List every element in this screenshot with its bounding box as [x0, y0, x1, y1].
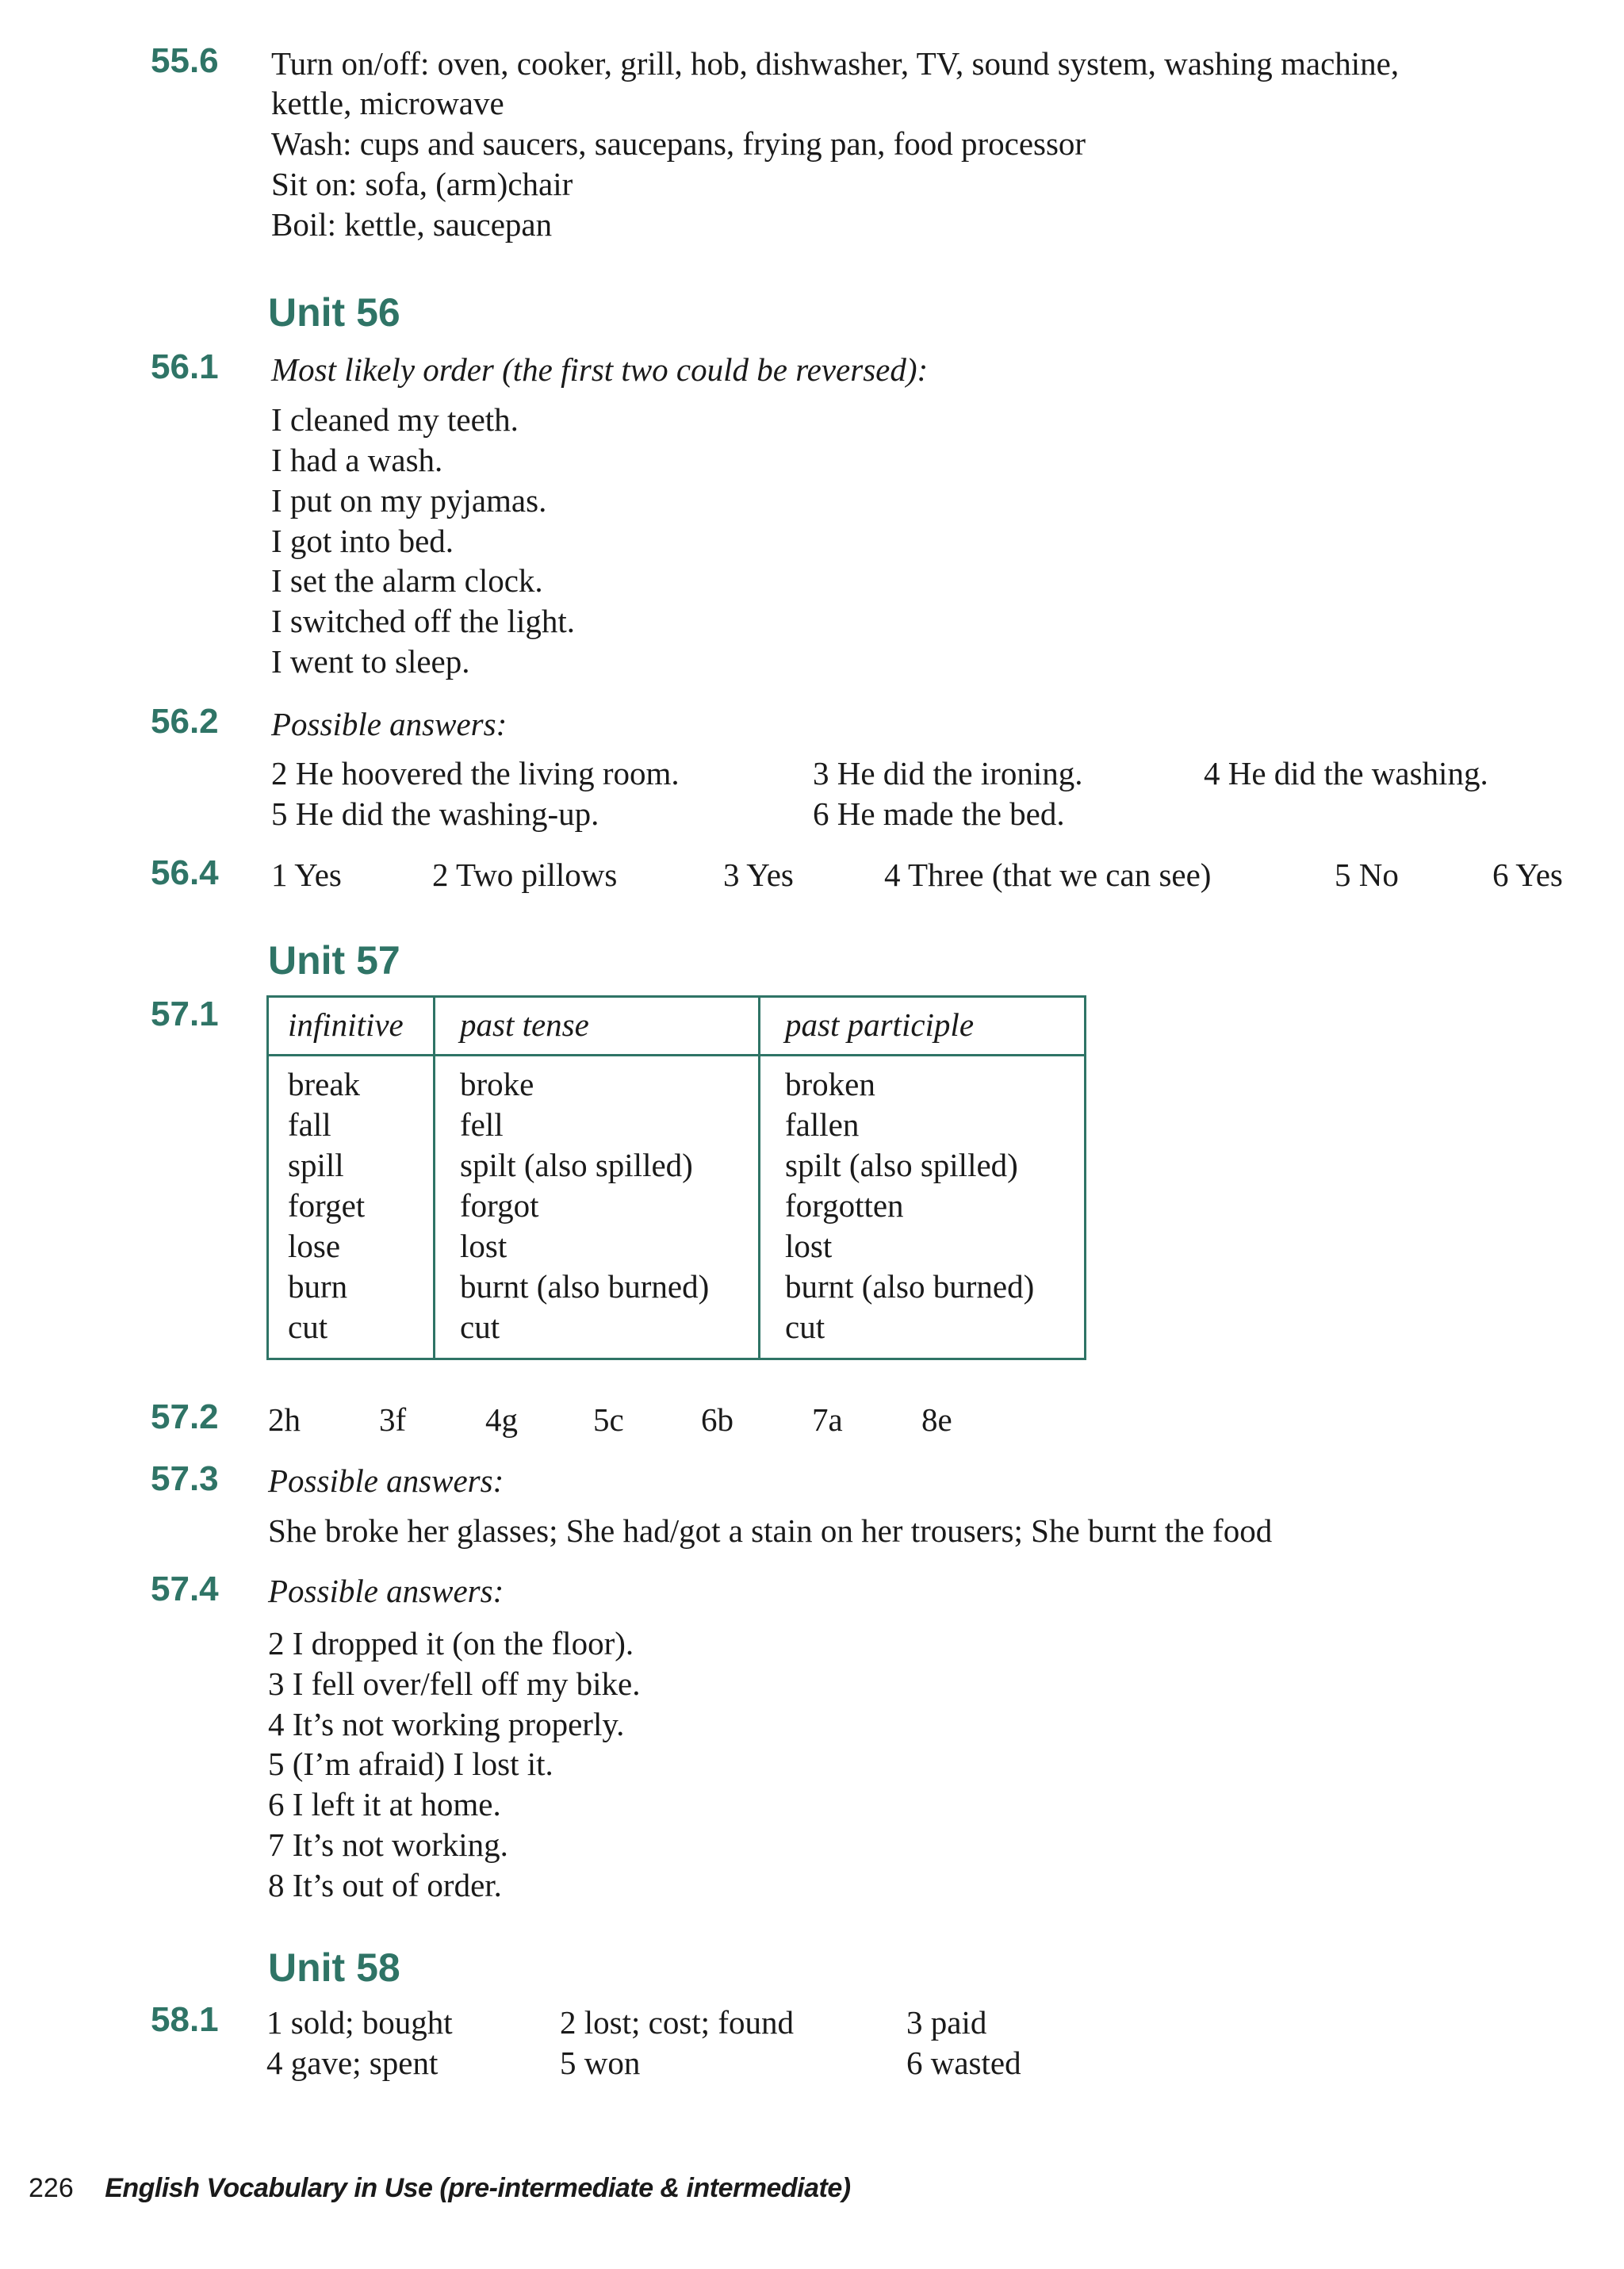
- table-cell: lose: [288, 1228, 341, 1264]
- verb-table: [266, 995, 1086, 1360]
- column-divider: [433, 998, 435, 1358]
- section-number-56-4: 56.4: [151, 853, 219, 892]
- section-number-57-2: 57.2: [151, 1397, 219, 1436]
- answer-item: 2 He hoovered the living room.: [271, 755, 680, 791]
- answer-item: 2h: [268, 1401, 301, 1438]
- answer-item: 4 Three (that we can see): [884, 857, 1212, 893]
- table-cell: forgot: [460, 1187, 539, 1224]
- answer-line: She broke her glasses; She had/got a stain on her trousers; She burnt the food: [268, 1512, 1273, 1549]
- section-number-56-1: 56.1: [151, 347, 219, 386]
- answer-line: I went to sleep.: [271, 643, 470, 680]
- section-number-58-1: 58.1: [151, 2000, 219, 2039]
- answer-item: 4 gave; spent: [266, 2045, 439, 2081]
- answer-item: 3 Yes: [723, 857, 794, 893]
- table-cell: cut: [460, 1309, 500, 1345]
- table-cell: burnt (also burned): [785, 1268, 1035, 1305]
- table-cell: broken: [785, 1066, 875, 1102]
- table-cell: forget: [288, 1187, 366, 1224]
- answer-item: 8e: [921, 1401, 952, 1438]
- table-cell: spilt (also spilled): [785, 1147, 1018, 1183]
- section-intro: Possible answers:: [268, 1462, 504, 1499]
- section-number-55-6: 55.6: [151, 41, 219, 80]
- section-number-56-2: 56.2: [151, 702, 219, 741]
- table-cell: break: [288, 1066, 361, 1102]
- answer-line: I set the alarm clock.: [271, 562, 543, 599]
- answer-line: 4 It’s not working properly.: [268, 1706, 625, 1742]
- answer-item: 5c: [593, 1401, 624, 1438]
- unit-heading-58: Unit 58: [268, 1945, 400, 1990]
- header-divider: [269, 1054, 1084, 1056]
- table-header-past-participle: past participle: [785, 1006, 975, 1043]
- section-number-57-1: 57.1: [151, 995, 219, 1033]
- unit-heading-57: Unit 57: [268, 938, 400, 983]
- answer-line: 3 I fell over/fell off my bike.: [268, 1665, 641, 1702]
- infinitive-column: [288, 1064, 365, 1347]
- table-cell: spilt (also spilled): [460, 1147, 693, 1183]
- answer-line: 5 (I’m afraid) I lost it.: [268, 1746, 553, 1782]
- table-cell: fell: [460, 1106, 504, 1143]
- answer-item: 6 Yes: [1492, 857, 1563, 893]
- answer-line: Sit on: sofa, (arm)chair: [271, 166, 573, 202]
- answer-item: 3f: [379, 1401, 407, 1438]
- past-participle-column: [785, 1064, 1034, 1347]
- answer-line: I cleaned my teeth.: [271, 401, 519, 438]
- answer-line: 6 I left it at home.: [268, 1786, 501, 1822]
- section-number-57-4: 57.4: [151, 1570, 219, 1608]
- answer-line: I switched off the light.: [271, 603, 575, 639]
- table-cell: lost: [460, 1228, 508, 1264]
- answer-line: Turn on/off: oven, cooker, grill, hob, dishwasher, TV, sound system, washing machine,: [271, 45, 1400, 82]
- table-cell: forgotten: [785, 1187, 904, 1224]
- answer-line: 7 It’s not working.: [268, 1826, 508, 1863]
- unit-heading-56: Unit 56: [268, 290, 400, 335]
- page-footer: [29, 2173, 851, 2204]
- answer-item: 6b: [701, 1401, 733, 1438]
- column-divider: [758, 998, 760, 1358]
- table-cell: lost: [785, 1228, 833, 1264]
- table-cell: fall: [288, 1106, 331, 1143]
- table-header-past-tense: past tense: [460, 1006, 589, 1043]
- answer-item: 4g: [485, 1401, 518, 1438]
- answer-item: 6 He made the bed.: [813, 795, 1065, 832]
- table-cell: burn: [288, 1268, 348, 1305]
- answer-item: 4 He did the washing.: [1204, 755, 1488, 791]
- answer-line: 2 I dropped it (on the floor).: [268, 1625, 634, 1662]
- table-cell: fallen: [785, 1106, 860, 1143]
- answer-item: 6 wasted: [906, 2045, 1021, 2081]
- answer-item: 2 Two pillows: [432, 857, 618, 893]
- answer-line: I put on my pyjamas.: [271, 482, 547, 519]
- answer-item: 5 No: [1335, 857, 1399, 893]
- table-cell: burnt (also burned): [460, 1268, 710, 1305]
- answer-item: 5 won: [560, 2045, 641, 2081]
- answer-line: I got into bed.: [271, 523, 454, 559]
- table-header-infinitive: infinitive: [288, 1006, 404, 1043]
- section-intro: Possible answers:: [271, 706, 508, 742]
- answer-item: 1 Yes: [271, 857, 342, 893]
- answer-item: 5 He did the washing-up.: [271, 795, 599, 832]
- answer-item: 7a: [812, 1401, 843, 1438]
- section-intro: Possible answers:: [268, 1573, 504, 1609]
- answer-line: 8 It’s out of order.: [268, 1867, 502, 1903]
- table-cell: cut: [288, 1309, 328, 1345]
- answer-line: kettle, microwave: [271, 85, 504, 121]
- section-number-57-3: 57.3: [151, 1459, 219, 1498]
- section-intro: Most likely order (the first two could be reversed):: [271, 351, 929, 388]
- table-cell: cut: [785, 1309, 825, 1345]
- answer-item: 3 paid: [906, 2004, 987, 2041]
- table-cell: spill: [288, 1147, 344, 1183]
- answer-item: 1 sold; bought: [266, 2004, 453, 2041]
- table-cell: broke: [460, 1066, 534, 1102]
- book-title: English Vocabulary in Use (pre-intermediate & intermediate): [105, 2173, 851, 2203]
- past-tense-column: [460, 1064, 709, 1347]
- answer-line: Boil: kettle, saucepan: [271, 206, 553, 243]
- answer-line: Wash: cups and saucers, saucepans, frying pan, food processor: [271, 125, 1086, 162]
- answer-item: 3 He did the ironing.: [813, 755, 1083, 791]
- page-number: 226: [29, 2173, 74, 2203]
- answer-line: I had a wash.: [271, 442, 443, 478]
- answer-item: 2 lost; cost; found: [560, 2004, 794, 2041]
